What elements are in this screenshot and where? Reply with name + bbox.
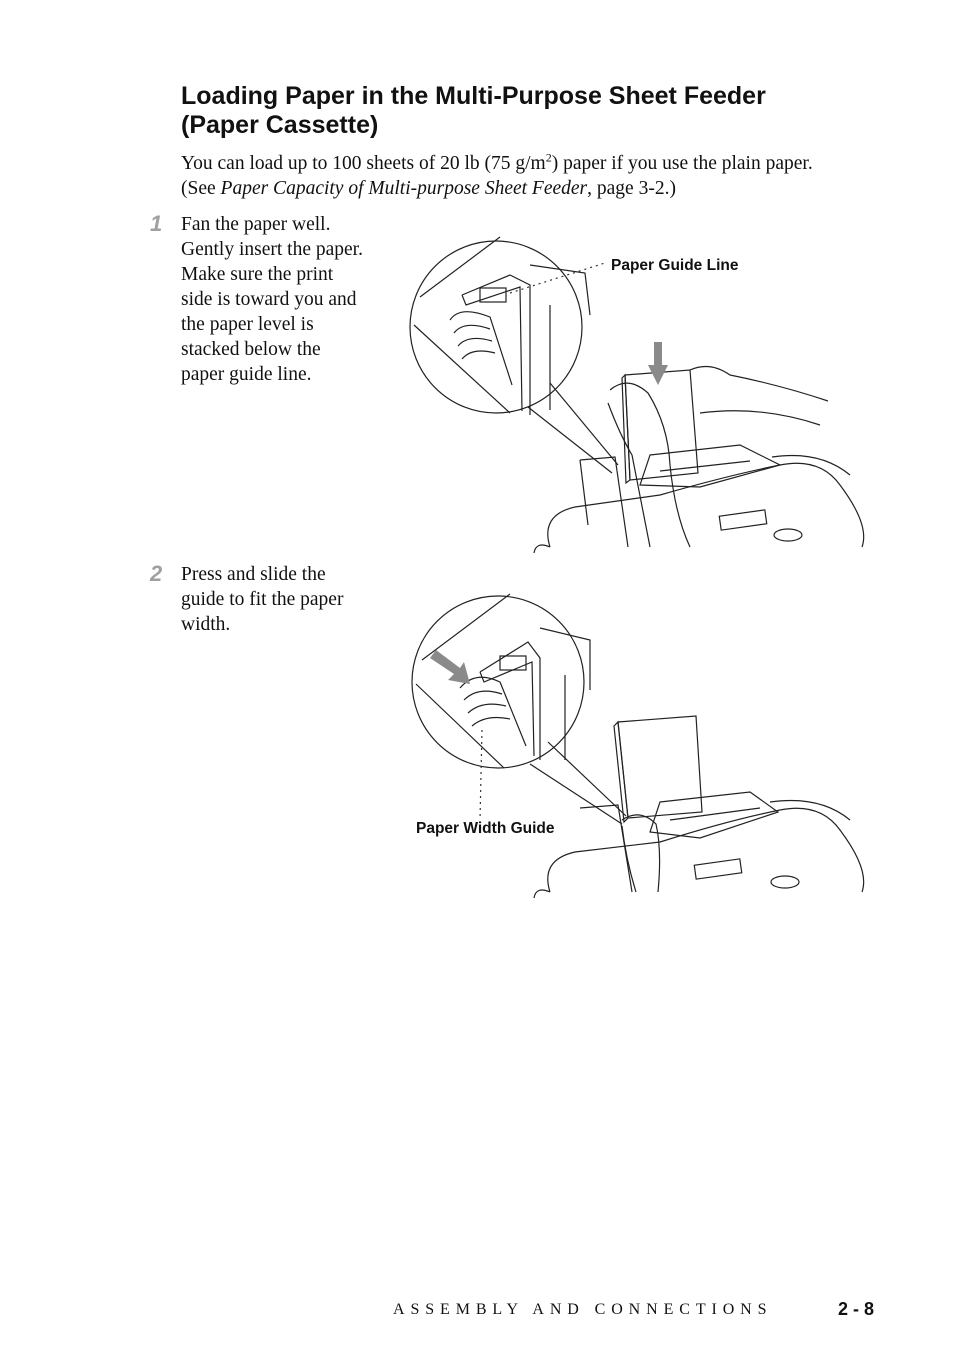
left-hand [610,383,690,547]
step-1-line: the paper level is [181,314,314,335]
step-2-text [181,562,386,637]
step-2-number: 2 [150,561,163,586]
intro-see-open: (See [181,178,221,199]
footer-section-title: ASSEMBLY AND CONNECTIONS [393,1301,773,1318]
hand [622,815,660,892]
figure-slide-guide [400,580,870,900]
step-2-line: width. [181,614,231,635]
step-1-line: Gently insert the paper. [181,239,363,260]
heading-line-1: Loading Paper in the Multi-Purpose Sheet Feeder [181,82,766,110]
slide-arrow-icon [430,650,470,684]
step-1-line: paper guide line. [181,364,312,385]
intro-reference: Paper Capacity of Multi-purpose Sheet Feeder [220,178,588,199]
intro-see-close: , page 3-2.) [587,178,676,199]
intro-text-b: ) paper if you use the plain paper. [551,153,813,174]
step-2-line: guide to fit the paper [181,589,344,610]
guide-arrow-icon [480,288,506,302]
step-1-text [181,212,386,387]
right-hand [690,366,828,401]
step-1-line: Fan the paper well. [181,214,331,235]
step-1-line: stacked below the [181,339,321,360]
intro-paragraph [181,151,901,201]
section-heading [181,82,881,140]
callout-paper-guide-line: Paper Guide Line [611,257,739,274]
callout-paper-width-guide: Paper Width Guide [416,820,555,837]
intro-superscript: 2 [545,150,552,165]
paper-stack [625,370,698,480]
step-1-number: 1 [150,211,163,236]
step-1-line: side is toward you and [181,289,357,310]
footer-page-number: 2 - 8 [838,1299,875,1319]
step-1-line: Make sure the print [181,264,334,285]
magnifier-circle [410,241,582,413]
guide-arrow-icon [500,656,526,670]
step-2-line: Press and slide the [181,564,326,585]
magnifier-circle [412,596,584,768]
figure-load-paper [400,225,870,555]
intro-text-a: You can load up to 100 sheets of 20 lb (75 g/m [181,153,546,174]
heading-line-2: (Paper Cassette) [181,111,379,139]
width-guide-leader [480,730,482,820]
insert-arrow-icon [648,342,668,385]
